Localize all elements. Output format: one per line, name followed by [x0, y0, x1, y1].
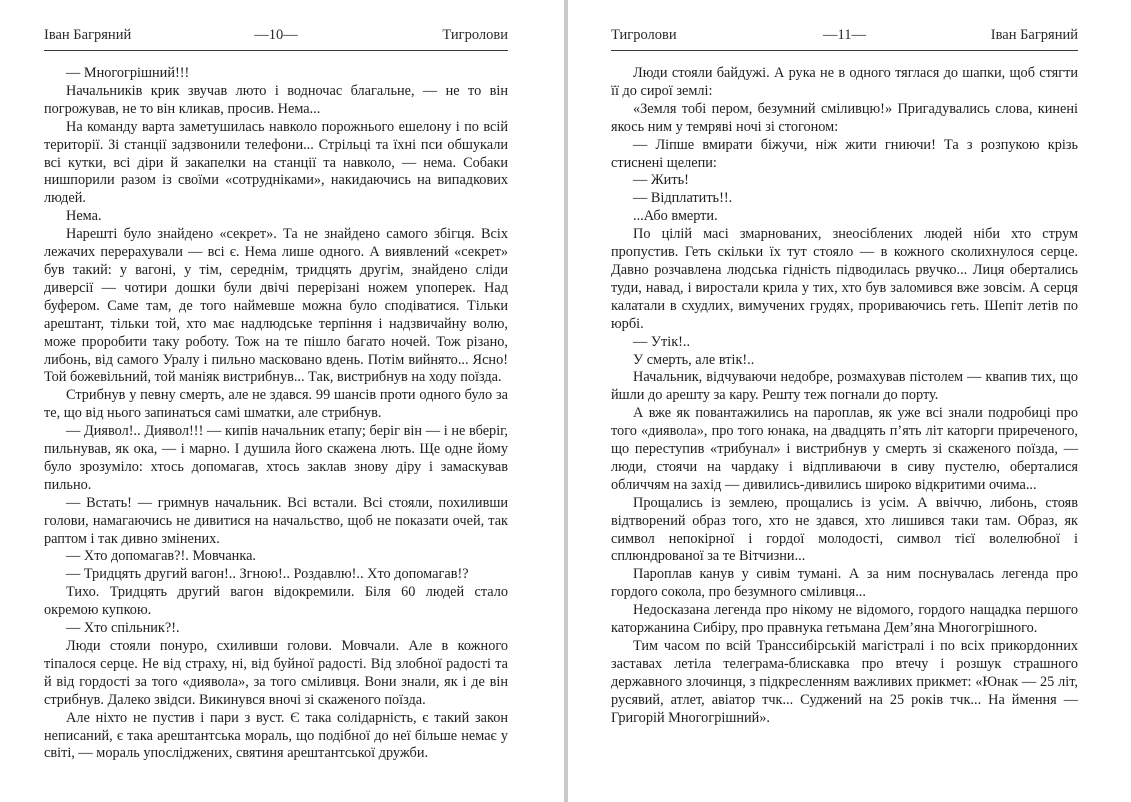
- paragraph: Нема.: [66, 208, 102, 225]
- paragraph: ...Або вмерти.: [633, 208, 718, 225]
- paragraph: — Тридцять другий вагон!.. Згною!.. Роздавлю!.. Хто допомагав!?: [66, 566, 469, 583]
- paragraph: А вже як повантажились на пароплав, як уже всі знали подробиці про того «диявола», про того юнака, на двадцять п’ять літ каторги приреченого, що переступив «трибунал» і вистрибнув у смерть зі скаженого поїзда, — люди, стоячи на чардаку і відпливаючи в сиву пустелю, оберталися обличчям на захід — дивились-дивились широко відкритими очима...: [611, 405, 1078, 493]
- paragraph: Недосказана легенда про нікому не відомого, гордого нащадка першого каторжанина Сибіру, про правнука гетьмана Дем’яна Многогрішного.: [611, 602, 1078, 637]
- page-body-right: [611, 65, 1078, 728]
- paragraph: Нарешті було знайдено «секрет». Та не знайдено самого збігця. Всіх лежачих перерахували — всі є. Нема лише одного. А виявлений «секрет» був такий: у вагоні, у тім, середнім, тридцять другім, знайдено сліди диверсії — чотири дошки були двічі перерізані ножем упоперек. Над буфером. Саме там, де того наймевше можна було сподіватися. Тільки арештант, тільки той, хто має надлюдське терпіння і надзвичайну волю, може проробити таку роботу. Тож на те пішло багато ночей. Тож різано, либонь, від самого Уралу і пильно масковано вдень. Потім вийнято... Ясно! Той божевільний, той маніяк вистрибнув... Так, вистрибнув на ходу поїзда.: [44, 226, 508, 386]
- running-header-right-page: [611, 27, 1078, 51]
- paragraph: — Многогрішний!!!: [66, 65, 190, 81]
- paragraph: Начальник, відчуваючи недобре, розмахував пістолем — квапив тих, що йшли до арешту за кару. Решту теж погнали до порту.: [611, 369, 1078, 404]
- page-number-right: —11—: [823, 27, 866, 43]
- paragraph: — Жить!: [633, 172, 689, 189]
- running-header-left-page: [44, 27, 508, 51]
- running-header-author: Іван Багряний: [44, 27, 132, 43]
- page-body-left: [44, 65, 508, 763]
- paragraph: Пароплав канув у сивім тумані. А за ним поснувалась легенда про гордого сокола, про безумного сміливця...: [611, 566, 1078, 601]
- paragraph: «Земля тобі пером, безумний сміливцю!» Пригадувались слова, кинені якось ним у темряві ночі зі стогоном:: [611, 100, 1078, 135]
- paragraph: — Встать! — гримнув начальник. Всі встали. Всі стояли, похиливши голови, намагаючись не дивитися на начальство, щоб не показати очей, так раптом і так дивно змінених.: [44, 494, 508, 547]
- paragraph: — Відплатить!!.: [633, 190, 733, 207]
- paragraph: По цілій масі змарнованих, знеосіблених людей ніби хто струм пропустив. Геть скільки їх тут стояло — в кожного сколихнулося серце. Давно розчавлена людська гідність підводилась рвучко... Лиця обертались туди, навад, і виростали крила у тих, хто був заломився вже зовсім. А серця калатали в схудлих, вимучених грудях, прориваючись геть. Шепіт летів по юрбі.: [611, 226, 1078, 332]
- paragraph: Люди стояли понуро, схиливши голови. Мовчали. Але в кожного тіпалося серце. Не від страху, ні, від буйної радості. Від злобної радості та й від гордості за того «диявола», за того сміливця. Вони знали, як і де він стрибнув. Далеко звідси. Викинувся вночі зі скаженого поїзда.: [44, 638, 508, 708]
- page-number-left: —10—: [254, 27, 298, 43]
- paragraph: — Хто спільник?!.: [66, 620, 180, 637]
- paragraph: — Хто допомагав?!. Мовчанка.: [66, 548, 256, 565]
- paragraph: Тихо. Тридцять другий вагон відокремили. Біля 60 людей стало окремою купкою.: [44, 584, 508, 619]
- paragraph: У смерть, але втік!..: [633, 351, 755, 368]
- running-header-author: Іван Багряний: [990, 27, 1078, 43]
- book-page-right: [568, 0, 1131, 802]
- paragraph: Стрибнув у певну смерть, але не здався. 99 шансів проти одного було за те, що від нього запинаться самі шматки, але стрибнув.: [44, 387, 508, 422]
- paragraph: На команду варта заметушилась навколо порожнього ешелону і по всій території. Зі станції задзвонили телефони... Стрільці та їхні пси обшукали всі кутки, всі діри й закапелки на станції та навколо, — нема. Собаки нишпорили разом із своїми «сотрудніками», накидаючись на випадкових людей.: [44, 118, 508, 207]
- paragraph: Але ніхто не пустив і пари з вуст. Є така солідарність, є такий закон неписаний, є така арештантська мораль, що подібної до неї більше немає у світі, — мораль упосліджених, святиня арештантської дружби.: [44, 709, 508, 762]
- paragraph: Начальників крик звучав люто і водночас благальне, — не то він погрожував, не то він кликав, просив. Нема...: [44, 82, 508, 117]
- running-header-title: Тигролови: [442, 27, 508, 43]
- paragraph: Прощались із землею, прощались із усім. А ввіччю, либонь, стояв відтворений образ того, хто не здався, хто лишився таки там. Образ, як символ непокірної і гордої молодості, символ тієї волелюбної і сплюндрованої за те Вітчизни...: [611, 494, 1078, 565]
- book-page-left: [0, 0, 564, 802]
- paragraph: — Диявол!.. Диявол!!! — кипів начальник етапу; беріг він — і не вберіг, пильнував, як ока, — і марно. І душила його скажена лють. Ще одне йому було зрозуміло: хтось допомагав, хтось заклав знову діру і замаскував пильно.: [44, 423, 508, 493]
- paragraph: Тим часом по всій Транссибірській магістралі і по всіх прикордонних заставах летіла телеграма-блискавка про втечу і розшук страшного державного злочинця, з підкресленням важливих прикмет: «Юнак — 25 літ, русявий, атлет, авіатор тчк... Суджений на 25 років тчк... На ймення — Григорій Многогрішний».: [611, 638, 1078, 726]
- paragraph: — Ліпше вмирати біжучи, ніж жити гниючи! Та з розпукою крізь стиснені щелепи:: [611, 136, 1078, 171]
- paragraph: — Утік!..: [633, 333, 691, 350]
- paragraph: Люди стояли байдужі. А рука не в одного тяглася до шапки, щоб стягти її до сирої землі:: [611, 65, 1078, 99]
- running-header-title: Тигролови: [611, 27, 677, 43]
